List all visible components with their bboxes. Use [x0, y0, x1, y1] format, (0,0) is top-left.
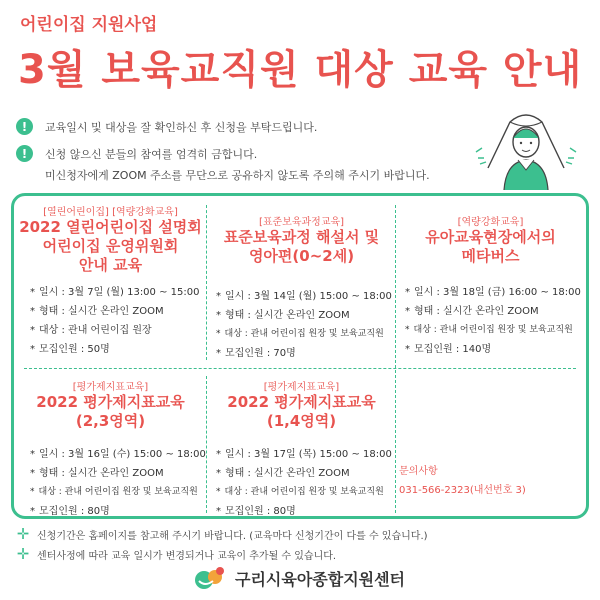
- program-detail: * 일시 : 3월 18일 (금) 16:00 ~ 18:00: [405, 283, 582, 302]
- program-details: [30, 445, 206, 521]
- footnote-text: 신청기간은 홈페이지를 참고해 주시기 바랍니다. (교육마다 신청기간이 다를 수 있습니다.): [37, 530, 428, 542]
- page-title: 3월 보육교직원 대상 교육 안내: [18, 47, 583, 93]
- divider-line: [395, 205, 396, 513]
- program-detail: * 모집인원 : 80명: [30, 502, 203, 521]
- program-detail: * 형태 : 실시간 온라인 ZOOM: [405, 302, 582, 321]
- program-title: 유아교육현장에서의 메타버스: [425, 228, 556, 265]
- program-detail: * 형태 : 실시간 온라인 ZOOM: [216, 464, 393, 483]
- org-logo-icon: [193, 565, 227, 591]
- plus-icon: ✛: [16, 525, 30, 543]
- program-detail: * 일시 : 3월 17일 (목) 15:00 ~ 18:00: [216, 445, 393, 464]
- program-details: [405, 283, 582, 359]
- program-card: [210, 213, 393, 363]
- notice-item: [16, 145, 257, 162]
- program-tag: [열린어린이집] [역량강화교육]: [43, 207, 178, 218]
- exclamation-icon: !: [16, 118, 33, 135]
- program-title: 2022 평가제지표교육 (1,4영역): [227, 393, 376, 430]
- program-detail: * 대상 : 관내 어린이집 원장 및 보육교직원: [405, 321, 582, 340]
- divider-line: [24, 368, 576, 369]
- program-details: [216, 287, 393, 363]
- divider-line: [206, 205, 207, 360]
- program-title: 표준보육과정 해설서 및 영아편(0~2세): [223, 228, 380, 265]
- program-detail: * 형태 : 실시간 온라인 ZOOM: [30, 302, 203, 321]
- notice-item: [16, 118, 317, 135]
- header-subtitle: 어린이집 지원사업: [20, 15, 158, 35]
- program-detail: * 대상 : 관내 어린이집 원장 및 보육교직원: [216, 325, 393, 344]
- program-card: [18, 378, 206, 521]
- program-detail: * 대상 : 관내 어린이집 원장 및 보육교직원: [216, 483, 393, 502]
- program-detail: * 모집인원 : 70명: [216, 344, 393, 363]
- program-detail: * 모집인원 : 50명: [30, 340, 203, 359]
- program-tag: [표준보육과정교육]: [258, 217, 345, 228]
- exclamation-icon: !: [16, 145, 33, 162]
- program-title: 2022 열린어린이집 설명회 어린이집 운영위원회 안내 교육: [19, 218, 202, 274]
- program-detail: * 형태 : 실시간 온라인 ZOOM: [30, 464, 203, 483]
- program-detail: * 일시 : 3월 14일 (월) 15:00 ~ 18:00: [216, 287, 393, 306]
- contact-label: 문의사항: [399, 466, 438, 477]
- footnote-item: [16, 525, 428, 543]
- program-details: [30, 283, 203, 359]
- program-detail: * 대상 : 관내 어린이집 원장 및 보육교직원: [30, 483, 203, 502]
- notice-extra-text: 미신청자에게 ZOOM 주소를 무단으로 공유하지 않도록 주의해 주시기 바랍니다.: [45, 169, 430, 182]
- woman-heart-illustration: [466, 100, 586, 190]
- program-detail: * 일시 : 3월 7일 (월) 13:00 ~ 15:00: [30, 283, 203, 302]
- program-detail: * 대상 : 관내 어린이집 원장: [30, 321, 203, 340]
- program-tag: [평가제지표교육]: [263, 382, 340, 393]
- program-tag: [역량강화교육]: [457, 217, 524, 228]
- program-detail: * 형태 : 실시간 온라인 ZOOM: [216, 306, 393, 325]
- program-detail: * 일시 : 3월 16일 (수) 15:00 ~ 18:00: [30, 445, 203, 464]
- program-detail: * 모집인원 : 80명: [216, 502, 393, 521]
- org-name: 구리시육아종합지원센터: [235, 569, 406, 589]
- program-details: [216, 445, 393, 521]
- notice-text: 교육일시 및 대상을 잘 확인하신 후 신청을 부탁드립니다.: [45, 120, 318, 134]
- program-card: [210, 378, 393, 521]
- program-detail: * 모집인원 : 140명: [405, 340, 582, 359]
- org-logo: [193, 565, 405, 591]
- contact-info: [399, 462, 526, 496]
- program-card: [399, 213, 582, 359]
- footnote-text: 센터사정에 따라 교육 일시가 변경되거나 교육이 추가될 수 있습니다.: [37, 550, 337, 562]
- program-title: 2022 평가제지표교육 (2,3영역): [36, 393, 185, 430]
- footnote-item: [16, 545, 336, 563]
- program-card: [18, 203, 203, 359]
- notice-text: 신청 않으신 분들의 참여를 엄격히 금합니다.: [45, 147, 258, 161]
- divider-line: [206, 376, 207, 513]
- plus-icon: ✛: [16, 545, 30, 563]
- contact-phone: 031-566-2323(내선번호 3): [399, 485, 526, 496]
- program-tag: [평가제지표교육]: [72, 382, 149, 393]
